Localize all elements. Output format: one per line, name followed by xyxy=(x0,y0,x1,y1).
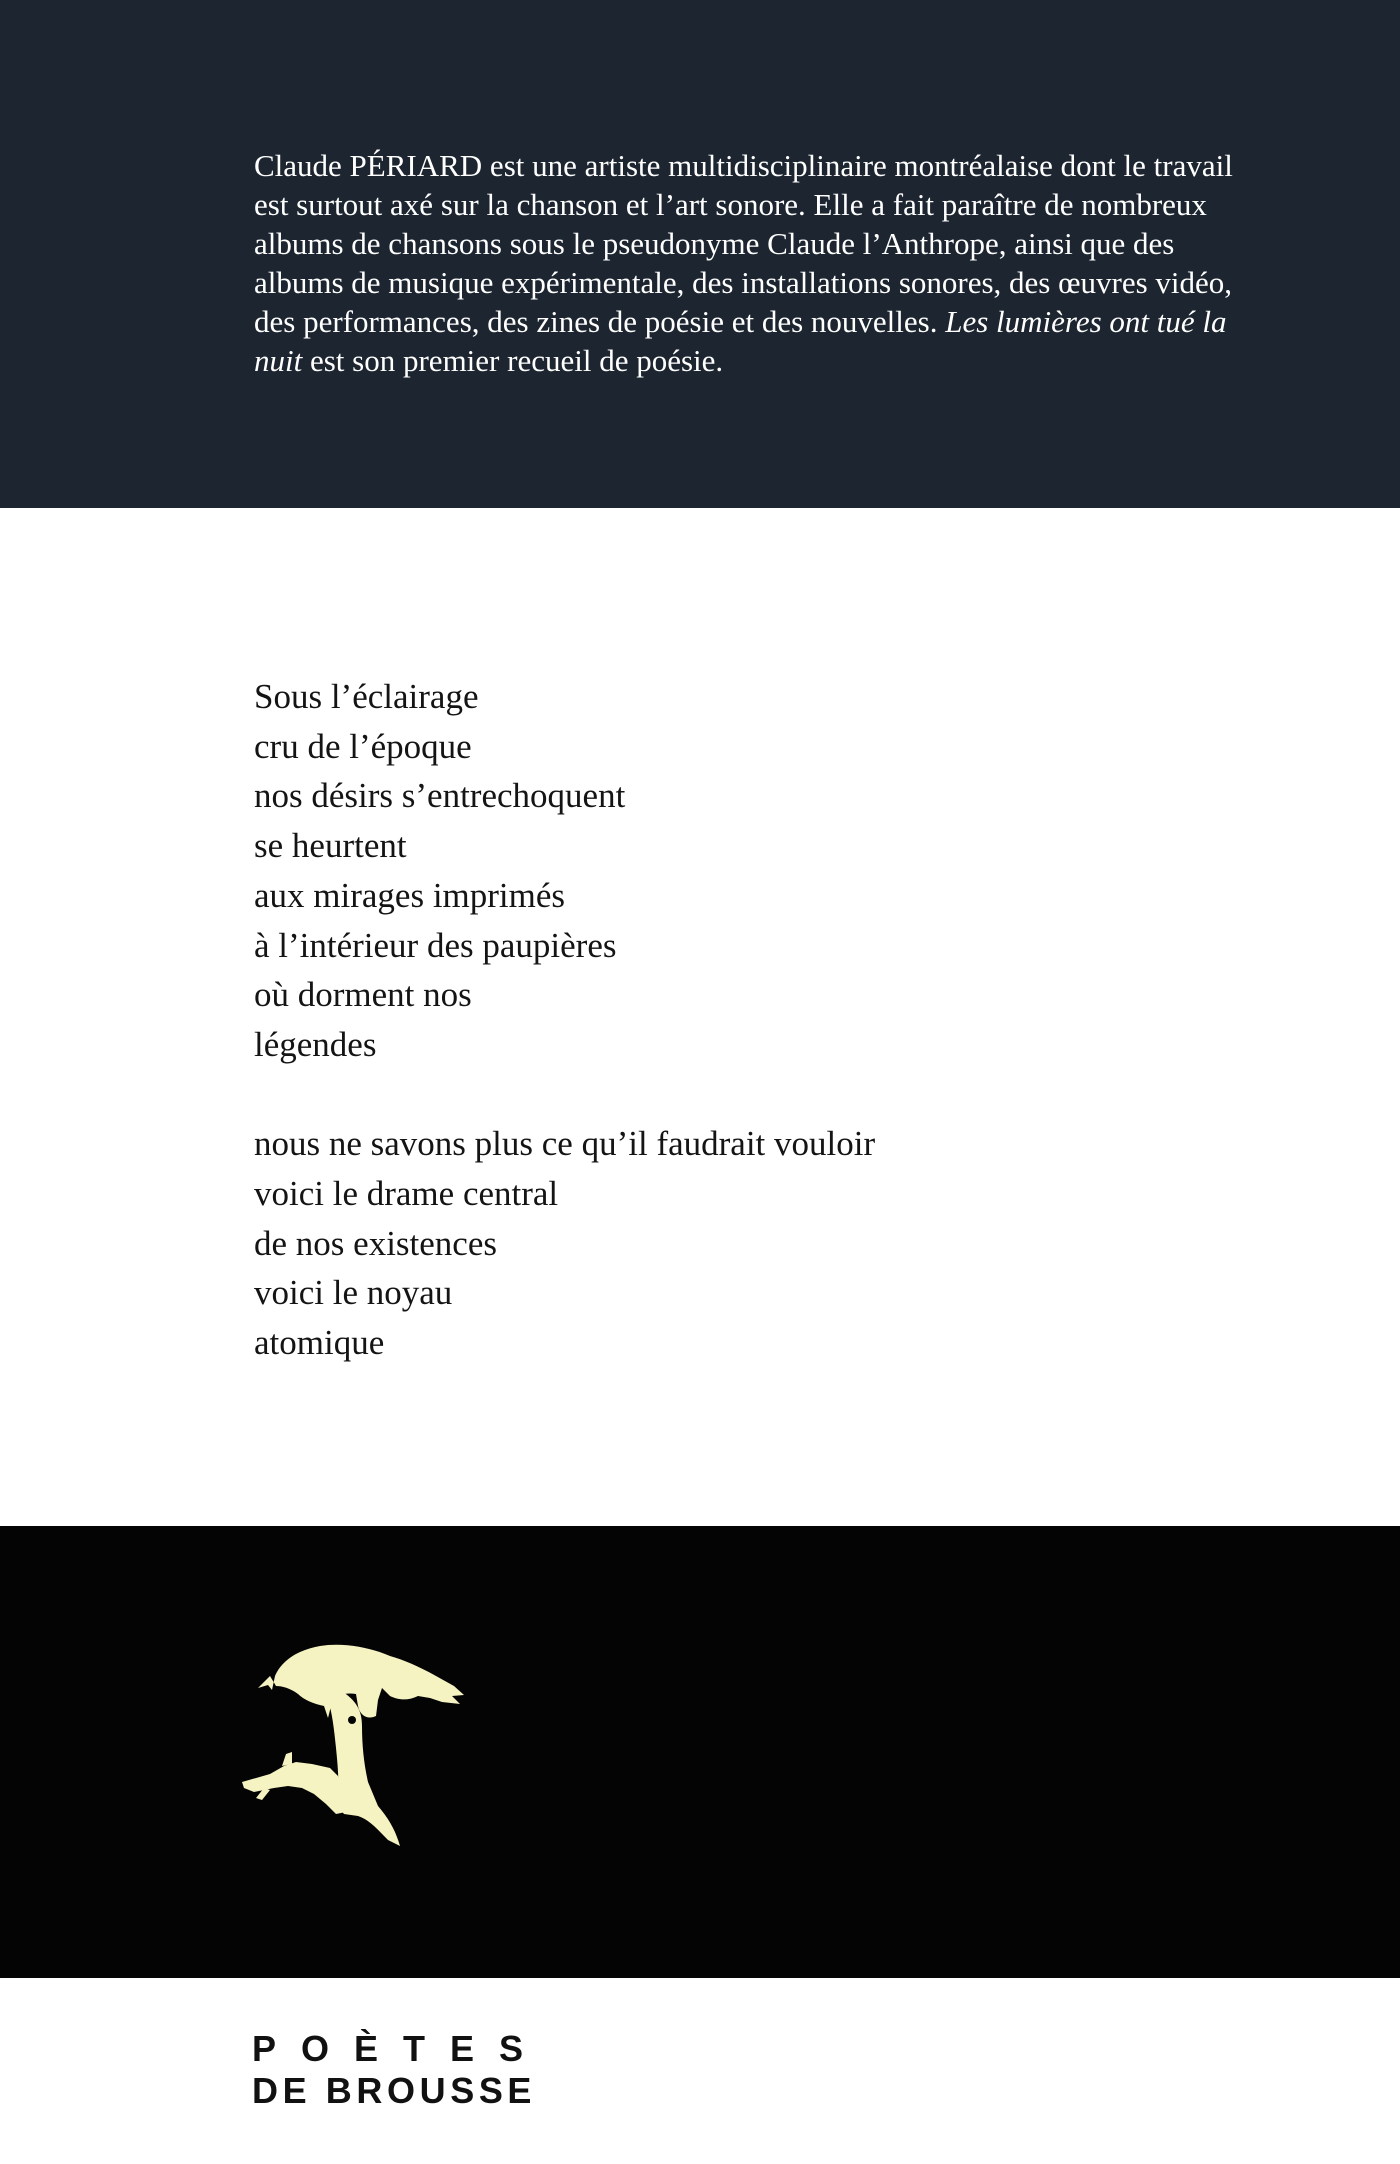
author-bio-text-end: est son premier recueil de poésie. xyxy=(309,343,724,378)
poem-excerpt xyxy=(254,672,875,1368)
poem-line: nos désirs s’entrechoquent xyxy=(254,776,626,816)
poem-line: cru de l’époque xyxy=(254,726,472,766)
poem-line: où dorment nos xyxy=(254,975,472,1015)
poem-line: Sous l’éclairage xyxy=(254,677,479,716)
poem-line: légendes xyxy=(254,1024,377,1064)
illustration-band xyxy=(0,1526,1400,1978)
crow-on-branch-icon xyxy=(240,1616,490,1856)
book-title: Les lumières ont tué la nuit xyxy=(254,304,1227,378)
poem-line: de nos existences xyxy=(254,1223,497,1263)
poem-line: voici le drame central xyxy=(254,1174,559,1214)
publisher-logo-line-1: POÈTES xyxy=(252,2028,549,2069)
author-bio-text: Claude PÉRIARD est une artiste multidisciplinaire montréalaise dont le travail est surtout axé sur la chanson et l’art sonore. Elle a fait paraître de nombreux albums de chansons sous le pseudonyme Claude l’Anthrope, ainsi que des albums de musique expérimentale, des installations sonores, des œuvres vidéo, des performances, des zines de poésie et des nouvelles. xyxy=(254,148,1233,339)
poem-line: à l’intérieur des paupières xyxy=(254,925,617,965)
author-bio xyxy=(254,146,1254,380)
poem-line: nous ne savons plus ce qu’il faudrait vouloir xyxy=(254,1124,876,1164)
publisher-logo xyxy=(252,2028,548,2112)
poem-line: atomique xyxy=(254,1323,385,1363)
poem-line: voici le noyau xyxy=(254,1273,453,1313)
author-bio-paragraph xyxy=(254,146,1254,380)
poem-line: aux mirages imprimés xyxy=(254,875,566,915)
poem-stanza xyxy=(254,1119,875,1368)
author-bio-section xyxy=(0,0,1400,508)
publisher-logo-line-2: DE BROUSSE xyxy=(252,2070,537,2111)
poem-line: se heurtent xyxy=(254,826,407,866)
poem-stanza xyxy=(254,672,875,1070)
